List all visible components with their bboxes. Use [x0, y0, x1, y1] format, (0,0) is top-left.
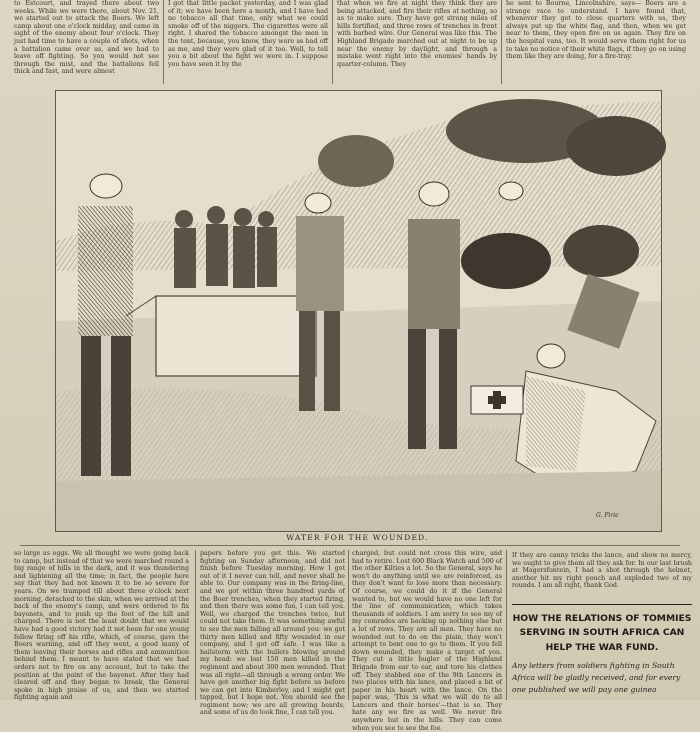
sidebox-headline: HOW THE RELATIONS OF TOMMIES SERVING IN SOUTH AFRICA CAN HELP THE WAR FUND.: [512, 613, 692, 653]
top-column-3: that when we fire at night they think they are being attacked, and fire their rifles at nothing, so as to make sure. They have got strong miles of hills fortified, and three rows of trenches in front with barbed wire. Our General was like this. The Highland Brigade marched out at night to be up near the enemy by daylight, and through a mistake went right into the enemies' hands by quarter-column. They: [337, 0, 497, 68]
column-rule: [163, 0, 164, 84]
top-column-2: I got that little packet yesterday, and I was glad of it; we have been here a month, and I have had no tobacco all that time, only what we could smoke off of the niggers. The cigarettes were all right. I shared the tobacco amongst the men in the tent, because, you know, they were as bad off as me, and they were glad of it too. Well, to tell you a bit about the fight we were in. I suppose you have seen it by the: [168, 0, 328, 68]
illustration-caption: WATER FOR THE WOUNDED.: [286, 533, 429, 542]
bottom-column-1: so large as eggs. We all thought we were going back to camp, but instead of that we were marched round a big range of hills in the dark, and it was thundering and lightening all the time; in fact, the people here say that they had not known it to be so severe for years. On we tramped till about three o'clock next morning, detached to the skin, when we arrived at the back of the enemy's camp, and were ordered to fix bayonets, and to push up the foot of the hill and charged. There is not the least doubt that we would have had a good victory had it not been for one young fellow firing off his rifle, which, of course, gave the Boers warning, and off they went, a good many of them leaving their horses and rifles and ammunition behind them. I meant to have stated that we had orders not to fire on any account, but to take the position at the point of the bayonet. After they had cleared off and they began to break, the General spoke in high praise of us, and then we started fighting again and: [14, 550, 189, 702]
sidebox-intro-text: If they are canny tricks the lance, and show no mercy, we ought to give them all they ask for. In our last brush at Magersfontein, I had a shot through the helmet, another hit my right pouch and exploded two of my rounds. I am all right, thank God.: [512, 552, 692, 590]
artist-signature: G. Pirie: [596, 512, 619, 519]
sidebox-body-text: Any letters from soldiers fighting in South Africa will be gladly received, and for every one published we will pay one guinea: [512, 661, 681, 694]
column-rule: [332, 0, 333, 84]
column-rule: [195, 550, 196, 700]
column-rule: [348, 550, 349, 700]
bottom-column-3: charged, but could not cross this wire, and had to retire. Lost 600 Black Watch and 500 of the other Kilties a lot. So the General, says he won't do anything until we are reinforced, as they don't want to lose more than necessary. Of course, we could do it if the General wanted to, but we would have no one left for the line of communication, which takes thousands of soldiers. I am sorry to see my of my comrades are backing up nothing else but a lot of rows. They are all men. They have no wounded out to do on the plain, they won't attempt to bent one to go to them. If you fell down wounded, they make a target of you. They cut a little bugler of the Highland Brigade from ear to ear, and tore his clothes off. They stabbed one of the 9th Lancers in two places with his lance, and placed a bit of paper in his heart with the lance. On the paper was, 'This is what we will do to all Lancers and their horses'—that is so. They hate any we fire as well. We never fire anywhere but in the hills. They can come when you see to see the foe.: [352, 550, 502, 732]
engraving-illustration: [55, 90, 662, 532]
top-column-1: to Estcourt, and trayed there about two weeks. While we were there, about Nov. 21, we started out to attack the Boers. We left camp about one o'clock midday, and came in sight of the enemy about four o'clock. They just had time to have a couple of shots, when a battalion came over us, and we had to leave off fighting. So you would not see through the mist, and the battalions fell thick and fast, and were almost: [14, 0, 159, 76]
column-rule: [506, 550, 507, 700]
bottom-column-2: papers before you get this. We started fighting on Sunday afternoon, and did not finish before Tuesday morning. How I got out of it I never can tell, and never shall be able to. Our company was in the firing-line, and we got within three hundred yards of the Boer trenches, when they started firing, and then there was some fun, I can tell you. Well, we charged the trenches twice, but could not take them. It was something awful to see the men falling all around you: we got thirty men killed and fifty wounded in our company, and I got off safe. I was like a hailstorm with the bullets blowing around my head: we lost 150 men killed in the regiment and about 300 men wounded. That was all right—all through a wrong order. We have got another big fight before us before we can get into Kimberley, and I might get tapped, but I hope not. You should see the regiment now; we are all growing beards, and some of us do look fine, I can tell you.: [200, 550, 345, 717]
top-column-4: he sent to Bourne, Lincolnshire, says— Boers are a strange race to understand. I have found that, whenever they get to close quarters with us, they always put up the white flag, and then, when we get near to them, they open fire on us again. They fire on the hospital vans, too. It would serve them right for us to take no notice of their white flags, if they go on using them like they are doing, for a fire-tray.: [506, 0, 686, 61]
caption-rule: [20, 545, 680, 546]
column-rule: [501, 0, 502, 84]
sidebox-top-rule: [512, 604, 692, 605]
